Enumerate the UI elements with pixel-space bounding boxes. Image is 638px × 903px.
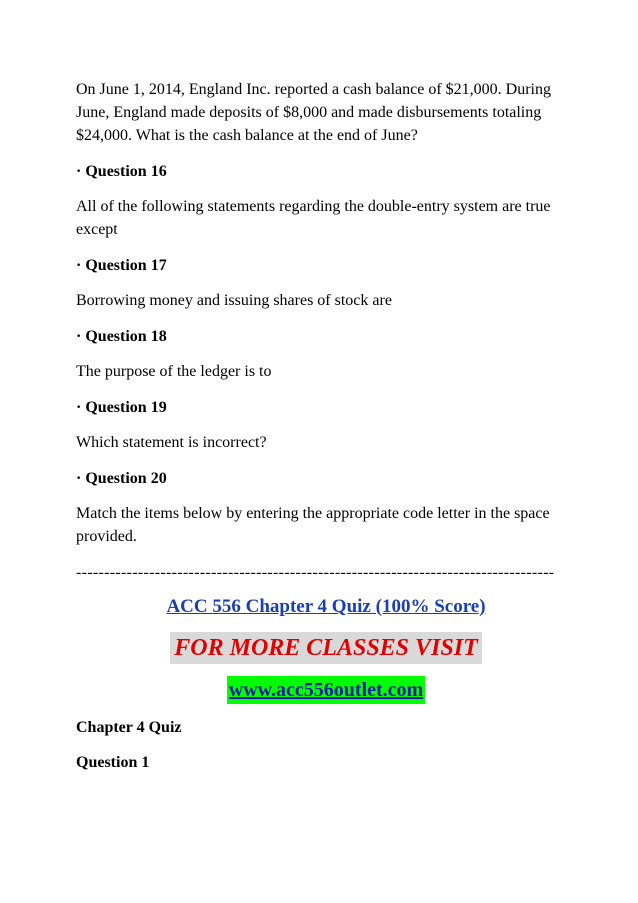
quiz-title-link[interactable]: ACC 556 Chapter 4 Quiz (100% Score): [166, 596, 486, 617]
question-16-heading: [76, 160, 576, 183]
question-19-text: Which statement is incorrect?: [76, 434, 267, 451]
url-row: [76, 676, 576, 704]
bullet-icon: ·: [76, 399, 82, 416]
website-link[interactable]: www.acc556outlet.com: [227, 676, 425, 704]
question-16-text: All of the following statements regarding the double-entry system are true except: [76, 198, 551, 238]
dashed-divider: -------------------------------------------------------------------------------------: [76, 564, 555, 581]
chapter-heading: Chapter 4 Quiz: [76, 719, 182, 736]
question-17-heading: [76, 254, 576, 277]
bullet-icon: ·: [76, 257, 82, 274]
bullet-icon: ·: [76, 163, 82, 180]
intro-paragraph: On June 1, 2014, England Inc. reported a cash balance of $21,000. During June, England made deposits of $8,000 and made disbursements totaling $24,000. What is the cash balance at the end of June?: [76, 81, 551, 144]
question-heading-label: Question 19: [85, 399, 167, 416]
question-19-heading: [76, 396, 576, 419]
link-title-row: [76, 594, 576, 620]
next-question-heading: Question 1: [76, 754, 150, 771]
question-20-heading: [76, 467, 576, 490]
bullet-icon: ·: [76, 470, 82, 487]
question-heading-label: Question 17: [85, 257, 167, 274]
question-18-heading: [76, 325, 576, 348]
more-classes-banner: FOR MORE CLASSES VISIT: [170, 632, 481, 664]
visit-row: [76, 632, 576, 664]
question-18-text: The purpose of the ledger is to: [76, 363, 272, 380]
bullet-icon: ·: [76, 328, 82, 345]
question-20-text: Match the items below by entering the appropriate code letter in the space provided.: [76, 505, 550, 545]
question-heading-label: Question 18: [85, 328, 167, 345]
document-page: [76, 78, 576, 786]
question-heading-label: Question 20: [85, 470, 167, 487]
question-heading-label: Question 16: [85, 163, 167, 180]
question-17-text: Borrowing money and issuing shares of stock are: [76, 292, 392, 309]
